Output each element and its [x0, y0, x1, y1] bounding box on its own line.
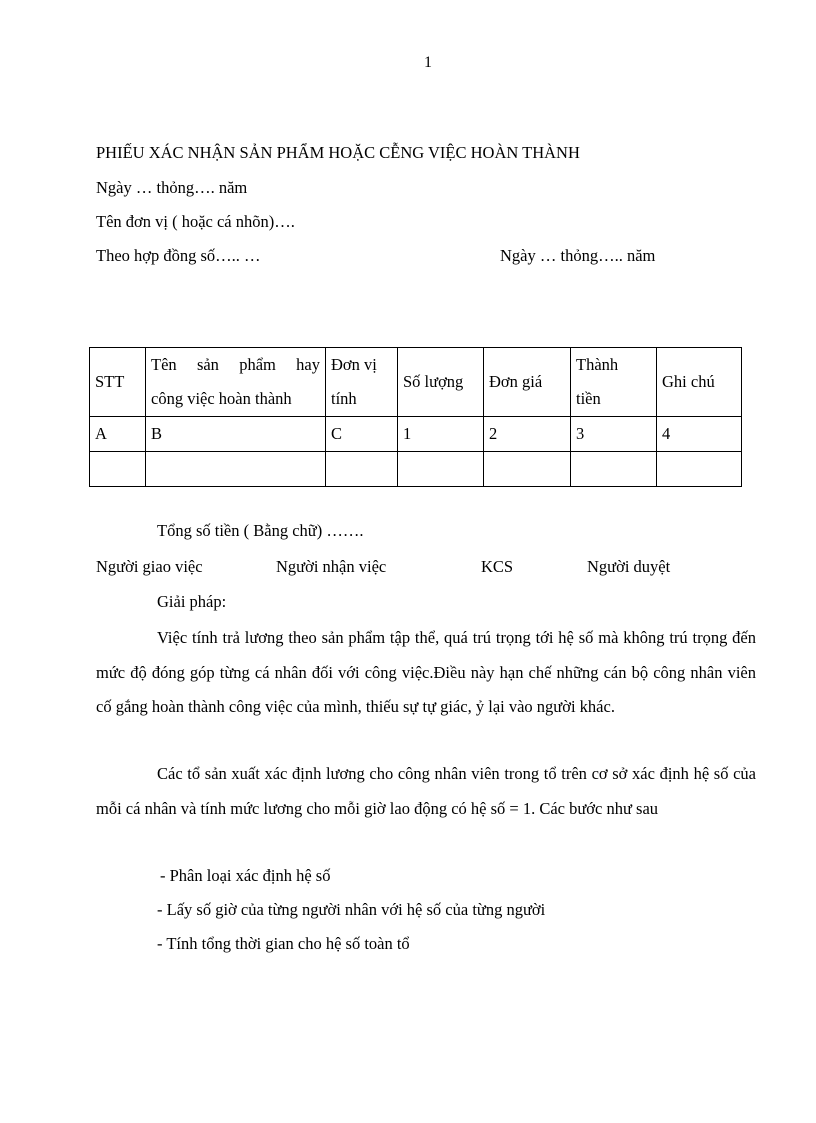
signature-approver: Người duyệt [587, 557, 671, 576]
header-price: Đơn giá [484, 348, 571, 417]
table-cell [146, 452, 326, 487]
table-cell [657, 452, 742, 487]
table-cell [90, 452, 146, 487]
table-cell: 2 [484, 417, 571, 452]
signature-receiver: Người nhận việc [276, 557, 387, 576]
document-title: PHIẾU XÁC NHẬN SẢN PHẨM HOẶC CỄNG VIỆC HOÀN THÀNH [96, 143, 580, 162]
header-amount-line2: tiền [576, 389, 601, 408]
table-cell [484, 452, 571, 487]
table-cell: 4 [657, 417, 742, 452]
table-empty-row [90, 452, 742, 487]
header-unit [326, 348, 398, 417]
paragraph-2: Các tổ sản xuất xác định lương cho công nhân viên trong tổ trên cơ sở xác định hệ số của mỗi cá nhân và tính mức lương cho mỗi giờ lao động có hệ số = 1. Các bước như sau [96, 764, 756, 818]
signature-assigner: Người giao việc [96, 557, 203, 576]
contract-date: Ngày … thỏng….. năm [500, 246, 656, 265]
date-line: Ngày … thỏng…. năm [96, 178, 248, 197]
table-cell: A [90, 417, 146, 452]
step-2: - Lấy số giờ của từng người nhân với hệ số của từng người [157, 900, 546, 919]
header-unit-line2: tính [331, 389, 357, 408]
table-code-row [90, 417, 742, 452]
header-note: Ghi chú [657, 348, 742, 417]
signature-kcs: KCS [481, 557, 514, 576]
table-cell [398, 452, 484, 487]
step-3: - Tính tổng thời gian cho hệ số toàn tổ [157, 934, 410, 953]
contract-line: Theo hợp đồng số….. … [96, 246, 261, 265]
solution-label: Giải pháp: [157, 592, 227, 611]
table-cell: C [326, 417, 398, 452]
total-amount-line: Tổng số tiền ( Bằng chữ) ……. [157, 521, 364, 540]
header-stt: STT [90, 348, 146, 417]
product-table [89, 347, 742, 487]
table-cell: 1 [398, 417, 484, 452]
header-amount-line1: Thành [576, 355, 619, 374]
header-quantity: Số lượng [398, 348, 484, 417]
header-product-name-line2: công việc hoàn thành [151, 389, 292, 408]
header-product-name [146, 348, 326, 417]
table-cell: B [146, 417, 326, 452]
step-1: - Phân loại xác định hệ số [160, 866, 331, 885]
table-cell [326, 452, 398, 487]
header-amount [571, 348, 657, 417]
page-number: 1 [424, 54, 432, 71]
unit-line: Tên đơn vị ( hoặc cá nhõn)…. [96, 212, 295, 231]
header-product-name-line1: Tên sản phẩm hay [151, 355, 320, 374]
header-unit-line1: Đơn vị [331, 355, 377, 374]
paragraph-1: Việc tính trả lương theo sản phẩm tập thể, quá trú trọng tới hệ số mà không trú trọng đến mức độ đóng góp từng cá nhân đối với công việc.Điều này hạn chế những cán bộ công nhân viên cố gắng hoàn thành công việc của mình, thiếu sự tự giác, ỷ lại vào người khác. [96, 628, 756, 716]
table-cell: 3 [571, 417, 657, 452]
table-header-row [90, 348, 742, 417]
table-cell [571, 452, 657, 487]
